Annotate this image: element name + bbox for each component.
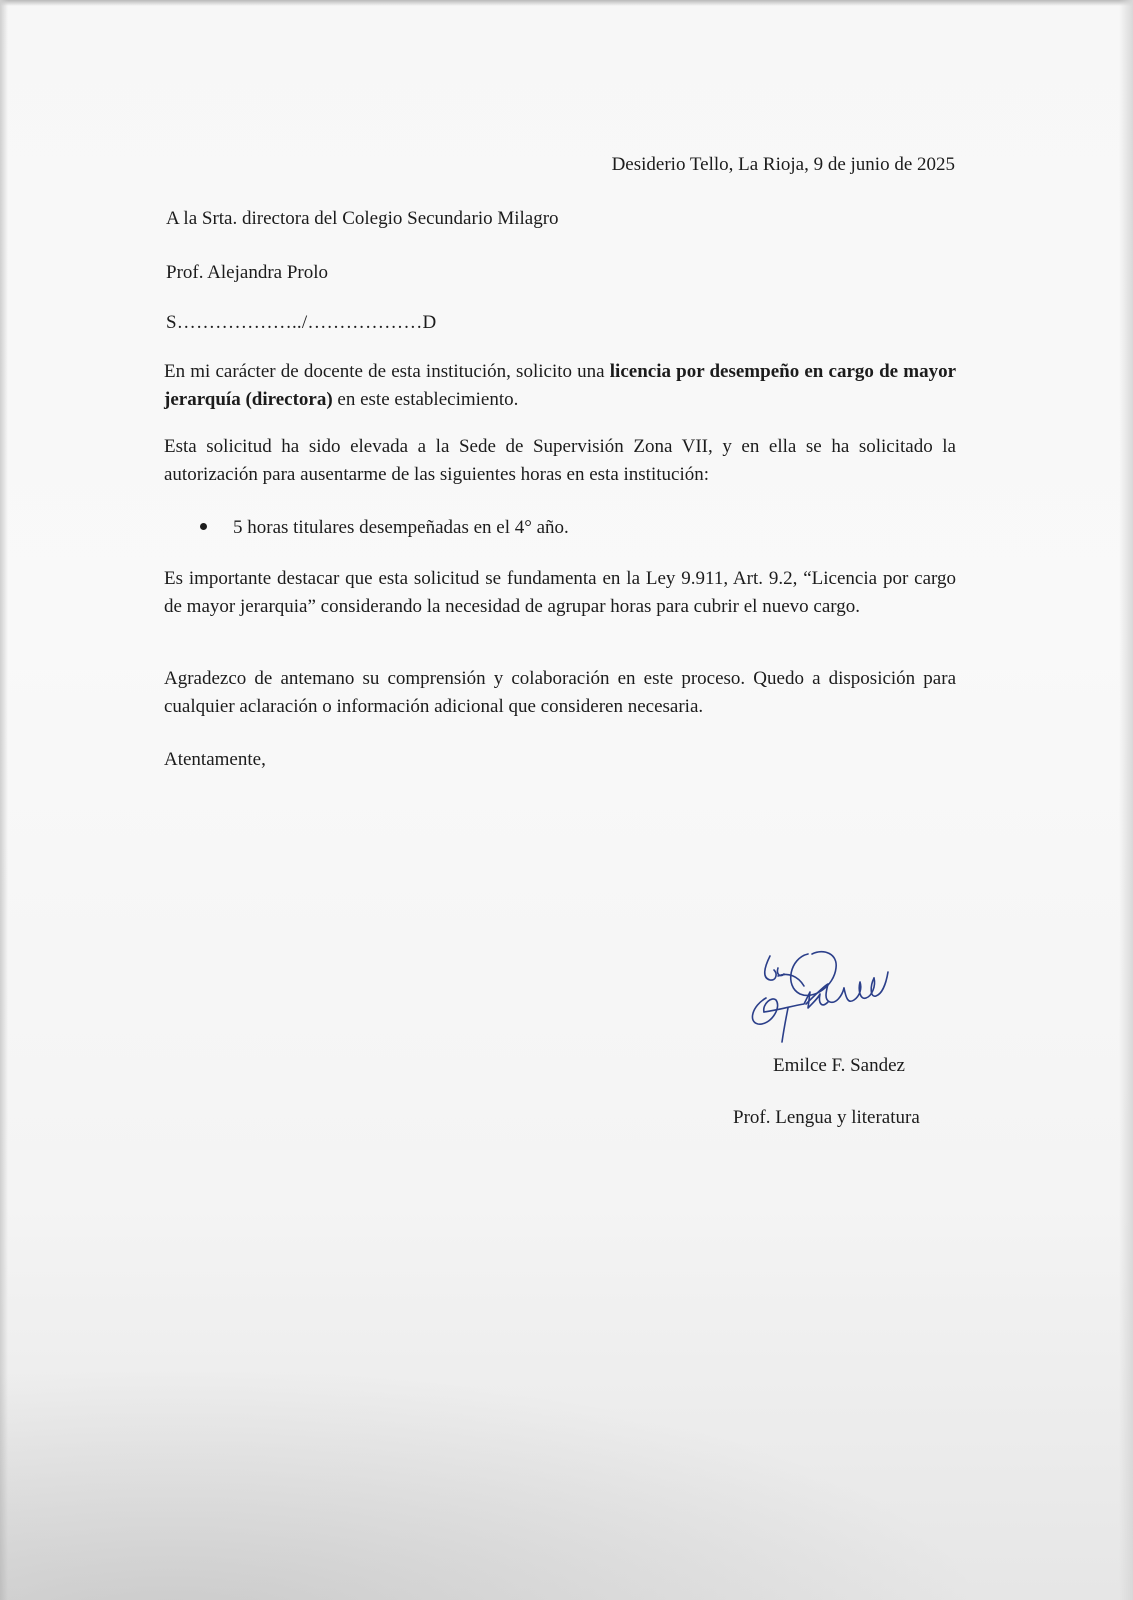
signer-title: Prof. Lengua y literatura	[733, 1107, 920, 1128]
recipient-line: A la Srta. directora del Colegio Secundario Milagro	[166, 208, 559, 229]
request-emphasis: licencia por desempeño en cargo de mayor jerarquía (directora)	[164, 361, 956, 410]
request-intro: En mi carácter de docente de esta institución, solicito una	[164, 361, 610, 382]
request-outro: en este establecimiento.	[332, 389, 519, 410]
thanks-paragraph: Agradezco de antemano su comprensión y colaboración en este proceso. Quedo a disposición para cualquier aclaración o información adicional que consideren necesaria.	[164, 668, 956, 717]
legal-basis-paragraph: Es importante destacar que esta solicitud se fundamenta en la Ley 9.911, Art. 9.2, “Licencia por cargo de mayor jerarquia” considerando la necesidad de agrupar horas para cubrir el nuevo cargo.	[164, 568, 956, 617]
date-line: Desiderio Tello, La Rioja, 9 de junio de 2025	[611, 154, 955, 175]
recipient-name: Prof. Alejandra Prolo	[166, 262, 329, 283]
hours-list-text: 5 horas titulares desempeñadas en el 4° año.	[233, 517, 569, 538]
bullet-icon	[200, 523, 207, 530]
request-paragraph	[164, 358, 956, 414]
supervision-paragraph: Esta solicitud ha sido elevada a la Sede de Supervisión Zona VII, y en ella se ha solicitado la autorización para ausentarme de las siguientes horas en esta institución:	[164, 436, 956, 485]
paper-edge-left	[0, 0, 8, 1600]
paper-edge-right	[1119, 0, 1133, 1600]
closing: Atentamente,	[164, 749, 266, 770]
hours-list-item	[200, 513, 569, 543]
handwritten-signature	[748, 946, 898, 1056]
signer-name: Emilce F. Sandez	[773, 1055, 905, 1076]
salutation: S………………../………………D	[166, 312, 437, 333]
